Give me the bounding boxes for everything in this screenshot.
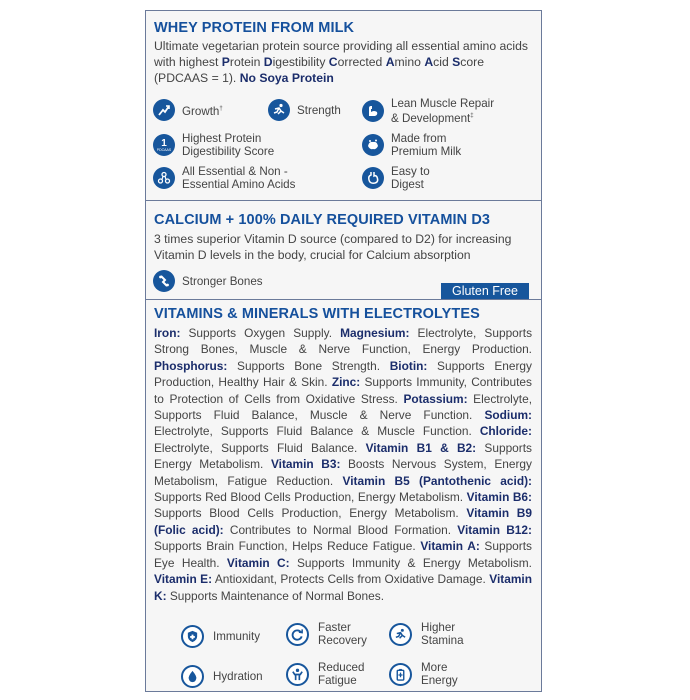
nutrient-benefit: Electrolyte, Supports Fluid Balance & Muscle Function. <box>154 424 480 439</box>
gluten-free-badge: Gluten Free <box>441 283 529 300</box>
recovery-cycle-icon <box>286 623 309 646</box>
nutrient-benefit: Electrolyte, Supports Fluid Balance, Muscle & Nerve Function. <box>154 391 532 423</box>
nutrient-name: Vitamin K: <box>154 572 532 603</box>
feature-stronger-bones: Stronger Bones <box>153 270 263 292</box>
shield-icon <box>181 625 204 648</box>
nutrient-benefit: Supports Oxygen Supply. <box>180 326 341 340</box>
section-heading: VITAMINS & MINERALS WITH ELECTROLYTES <box>154 306 480 322</box>
nutrient-name: Sodium: <box>484 408 532 423</box>
section-description: 3 times superior Vitamin D source (compared to D2) for increasing Vitamin D levels in the body, crucial for Calcium absorption <box>154 232 512 263</box>
nutrient-benefit: Boosts Nervous System, Energy Metabolism, Fatigue Reduction. <box>154 457 532 488</box>
nutrient-name: Vitamin B5 (Pantothenic acid): <box>342 473 532 488</box>
nutrient-name: Vitamin B1 & B2: <box>365 440 477 455</box>
feature-lean-muscle: Lean Muscle Repair & Development‡ <box>362 97 494 125</box>
nutrient-benefit: Supports Blood Cells Production, Energy Metabolism. <box>154 506 467 521</box>
feature-growth: Growth† <box>153 99 223 121</box>
nutrient-name: Potassium: <box>403 391 468 406</box>
benefit-more-energy: More Energy <box>389 661 458 687</box>
feature-strength: Strength <box>268 99 341 121</box>
section-description: Ultimate vegetarian protein source providing all essential amino acids with highest Protein Digestibility Corrected Amino Acid Score (PDCAAS = 1). No Soya Protein <box>154 39 528 86</box>
nutrient-benefit: Supports Energy Production, Healthy Hair & Skin. <box>154 358 532 390</box>
nutrient-benefit: Supports Bone Strength. <box>227 358 390 373</box>
water-drop-icon <box>181 665 204 688</box>
benefit-faster-recovery: Faster Recovery <box>286 621 367 647</box>
benefit-hydration: Hydration <box>181 665 263 688</box>
nutrient-name: Zinc: <box>331 375 361 390</box>
nutrient-benefit: Antioxidant, Protects Cells from Oxidative Damage. <box>212 572 490 587</box>
whey-protein-section <box>146 11 541 200</box>
nutrient-name: Magnesium: <box>340 326 410 340</box>
growth-icon <box>153 99 175 121</box>
feature-digestibility-score: 1 PDCAAS Highest Protein Digestibility Score <box>153 132 274 158</box>
section-heading: WHEY PROTEIN FROM MILK <box>154 20 355 36</box>
nutrient-name: Vitamin E: <box>154 572 213 587</box>
nutrient-benefit: Supports Brain Function, Helps Reduce Fatigue. <box>154 539 421 554</box>
nutrient-name: Chloride: <box>479 424 532 439</box>
nutrient-name: Vitamin B12: <box>457 522 532 537</box>
nutrient-name: Iron: <box>154 326 181 340</box>
nutrient-benefit: Electrolyte, Supports Fluid Balance. <box>154 440 366 455</box>
nutrient-benefit: Supports Eye Health. <box>154 539 533 570</box>
benefit-immunity: Immunity <box>181 625 260 648</box>
nutrient-benefit: Supports Maintenance of Normal Bones. <box>166 588 384 603</box>
molecule-icon <box>153 167 175 189</box>
feature-easy-digest: Easy to Digest <box>362 165 430 191</box>
section-heading: CALCIUM + 100% DAILY REQUIRED VITAMIN D3 <box>154 212 491 228</box>
nutrient-name: Vitamin A: <box>420 539 480 554</box>
nutrient-name: Biotin: <box>389 358 428 373</box>
bone-icon <box>153 270 175 292</box>
benefit-higher-stamina: Higher Stamina <box>389 621 464 647</box>
runner-icon <box>389 623 412 646</box>
nutrient-benefit: Supports Immunity & Energy Metabolism. <box>289 555 532 570</box>
milk-splash-icon <box>362 134 384 156</box>
feature-premium-milk: Made from Premium Milk <box>362 132 461 158</box>
benefit-reduced-fatigue: Reduced Fatigue <box>286 661 364 687</box>
flexing-figure-icon <box>286 663 309 686</box>
calcium-vitamin-d-section <box>146 200 541 300</box>
nutrient-benefit: Contributes to Normal Blood Formation. <box>223 522 458 537</box>
nutrient-name: Vitamin C: <box>226 555 290 570</box>
nutrient-benefit: Supports Immunity, Contributes to Protection of Cells from Oxidative Stress. <box>154 375 532 406</box>
nutrient-name: Phosphorus: <box>154 358 228 373</box>
stomach-icon <box>362 167 384 189</box>
nutrient-benefit: Electrolyte, Supports Strong Bones, Muscle & Nerve Function, Energy Production. <box>154 326 533 357</box>
vitamins-minerals-section <box>146 299 541 691</box>
running-figure-icon <box>268 99 290 121</box>
nutrient-name: Vitamin B9 (Folic acid): <box>154 506 532 537</box>
feature-amino-acids: All Essential & Non - Essential Amino Acids <box>153 165 295 191</box>
vitamins-paragraph <box>154 325 532 604</box>
flexed-arm-icon <box>362 100 384 122</box>
battery-icon <box>389 663 412 686</box>
nutrient-name: Vitamin B3: <box>270 457 341 472</box>
nutrient-benefit: Supports Energy Metabolism. <box>154 440 532 472</box>
nutrition-info-panel <box>145 10 542 692</box>
nutrient-benefit: Supports Red Blood Cells Production, Energy Metabolism. <box>154 490 467 505</box>
pdcaas-badge-icon: 1 PDCAAS <box>153 134 175 156</box>
nutrient-name: Vitamin B6: <box>466 490 532 505</box>
